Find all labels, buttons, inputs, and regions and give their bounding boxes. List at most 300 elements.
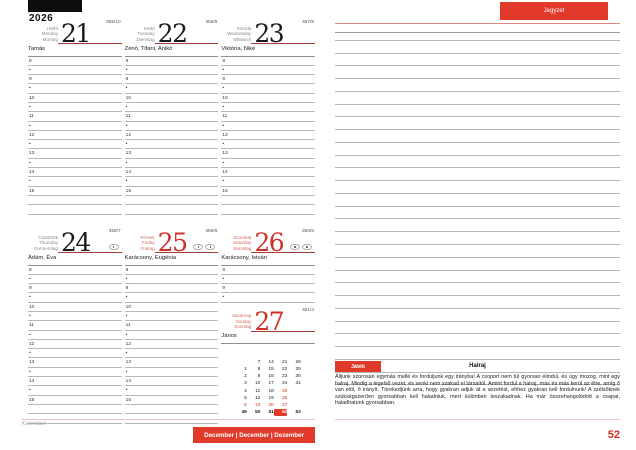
hour-label: • xyxy=(29,104,31,110)
hour-line xyxy=(28,75,122,84)
mini-calendar-day xyxy=(233,359,247,366)
hour-line xyxy=(221,168,315,177)
day-name-trilingual: Szombat Saturday Samstag xyxy=(232,234,252,251)
hour-label: 8 xyxy=(29,58,32,64)
notes-tab: Jegyzet xyxy=(500,2,608,20)
hour-line xyxy=(28,84,122,93)
hour-label: • xyxy=(29,332,31,338)
hour-line xyxy=(28,66,122,75)
day-name-trilingual: Szerda Wednesday Mittwoch xyxy=(227,25,252,42)
hour-grid xyxy=(221,57,315,215)
ruled-line xyxy=(335,143,620,156)
day-of-year-count: 355/10 xyxy=(106,20,121,25)
day-name-trilingual: Péntek Friday Freitag xyxy=(140,234,155,251)
week-row-bottom xyxy=(28,226,315,424)
day-header xyxy=(221,17,315,48)
hour-line xyxy=(28,303,122,312)
game-label-badge: Játék xyxy=(335,361,381,372)
mini-calendar-day: 14 xyxy=(268,360,274,366)
ruled-line xyxy=(335,309,620,322)
ruled-line xyxy=(335,207,620,220)
hour-label: 9 xyxy=(29,286,32,292)
hour-label: • xyxy=(125,332,128,338)
day-number: 26 xyxy=(254,228,284,257)
mini-calendar-row xyxy=(233,388,315,395)
sunday-block xyxy=(221,305,315,345)
nameday-label: János xyxy=(221,332,315,345)
ruled-line xyxy=(335,54,620,67)
hour-label: • xyxy=(29,86,31,92)
hour-line xyxy=(221,112,315,121)
hour-label: 10 xyxy=(125,304,132,310)
hour-line xyxy=(28,284,122,293)
month-banner: December | December | Dezember xyxy=(193,427,315,443)
hour-label: 8 xyxy=(222,58,226,64)
hour-label: 9 xyxy=(29,77,32,83)
hour-line xyxy=(28,368,122,377)
hour-line xyxy=(125,349,219,358)
hour-line xyxy=(125,275,219,284)
day-of-year-count: 358/7 xyxy=(108,229,121,234)
hour-label: 15 xyxy=(125,397,132,403)
game-title: Halraj xyxy=(469,363,486,369)
hour-label: 12 xyxy=(125,341,132,347)
hour-line xyxy=(28,103,122,112)
hour-label: 14 xyxy=(222,170,228,176)
mini-calendar-day: 19 xyxy=(268,395,274,401)
holiday-icons xyxy=(290,244,312,251)
day-column-tuesday xyxy=(125,17,219,215)
day-number: 24 xyxy=(61,228,90,257)
mini-calendar-day: 4 xyxy=(244,388,247,394)
footer-divider xyxy=(335,419,620,420)
holiday-icon xyxy=(193,244,203,251)
mini-calendar-day: 1 xyxy=(244,367,247,373)
hour-line xyxy=(125,321,219,330)
hour-label: 8 xyxy=(29,267,32,273)
hour-line xyxy=(221,284,315,293)
hour-line xyxy=(28,405,122,414)
hour-label: 13 xyxy=(125,360,132,366)
hour-line xyxy=(125,159,219,168)
day-number: 27 xyxy=(254,306,284,336)
mini-calendar-day: 2 xyxy=(244,374,247,380)
mini-calendar-day: 20 xyxy=(268,402,274,408)
mini-calendar-row xyxy=(233,359,315,366)
hour-line xyxy=(125,303,219,312)
hour-label: 15 xyxy=(222,188,228,194)
holiday-icon xyxy=(109,244,119,251)
mini-calendar-day: 28 xyxy=(295,360,301,366)
hour-line xyxy=(221,149,315,158)
hour-line xyxy=(125,66,219,75)
ruled-line xyxy=(335,271,620,284)
hour-grid xyxy=(125,266,219,424)
nameday-label: Ádám, Éva xyxy=(28,253,122,266)
hour-line xyxy=(28,140,122,149)
hour-grid xyxy=(28,57,122,215)
mini-calendar-day: 6 xyxy=(244,402,247,408)
ruled-line xyxy=(335,258,620,271)
hour-line xyxy=(28,94,122,103)
day-column-friday xyxy=(125,226,219,424)
hour-label: 9 xyxy=(222,77,226,83)
hour-line xyxy=(125,331,219,340)
hour-label: 12 xyxy=(29,341,35,347)
hour-line xyxy=(125,131,219,140)
hour-label: • xyxy=(29,179,31,185)
hour-line xyxy=(125,396,219,405)
hour-line xyxy=(221,293,315,302)
hour-line xyxy=(125,187,219,196)
hour-line xyxy=(125,312,219,321)
hour-line xyxy=(221,140,315,149)
notes-top-red-line xyxy=(335,23,620,24)
day-header xyxy=(125,226,219,257)
mini-calendar-day: 31 xyxy=(295,381,301,387)
hour-line xyxy=(28,266,122,275)
day-header xyxy=(221,226,315,257)
mini-calendar-day: 29 xyxy=(295,367,301,373)
holiday-icons xyxy=(193,244,215,251)
mini-calendar-day: 30 xyxy=(295,374,301,380)
hour-line xyxy=(125,75,219,84)
holiday-icon xyxy=(205,244,215,251)
hour-line xyxy=(28,196,122,205)
hour-label: 15 xyxy=(125,188,132,194)
hour-line xyxy=(28,312,122,321)
hour-line xyxy=(125,84,219,93)
hour-label: • xyxy=(222,276,225,282)
notes-page xyxy=(335,0,620,450)
hour-label: • xyxy=(29,276,31,282)
hour-label: 8 xyxy=(125,58,129,64)
day-of-year-count: 357/8 xyxy=(302,20,315,25)
hour-line xyxy=(221,266,315,275)
hour-line xyxy=(125,122,219,131)
mini-calendar-day: 16 xyxy=(268,374,274,380)
hour-label: 10 xyxy=(222,95,228,101)
hour-line xyxy=(221,187,315,196)
day-header xyxy=(221,305,315,336)
hour-label: 15 xyxy=(29,188,35,194)
hour-line xyxy=(221,205,315,214)
left-diary-page xyxy=(22,0,315,450)
week-row-top xyxy=(28,17,315,215)
ruled-line xyxy=(335,334,620,347)
header-underline xyxy=(155,252,219,253)
hour-line xyxy=(125,368,219,377)
ruled-line xyxy=(335,245,620,258)
nameday-label: Zénó, Tifani, Anikó xyxy=(125,44,219,57)
hour-label: 10 xyxy=(125,95,132,101)
mini-calendar-day: 11 xyxy=(255,388,261,394)
brand-logo: Kalendart xyxy=(22,421,47,427)
hour-label: 13 xyxy=(222,151,228,157)
hour-line xyxy=(28,396,122,405)
hour-line xyxy=(28,331,122,340)
hour-label: 11 xyxy=(222,114,228,120)
hour-line xyxy=(28,187,122,196)
day-header xyxy=(28,17,122,48)
day-column-sunday xyxy=(221,305,315,345)
ruled-line xyxy=(335,105,620,118)
week-number: 52 xyxy=(274,409,288,416)
nameday-label: Viktória, Niké xyxy=(221,44,315,57)
nameday-label: Tamás xyxy=(28,44,122,57)
mini-calendar-day: 27 xyxy=(282,402,288,408)
hour-label: • xyxy=(29,295,31,301)
hour-label: 8 xyxy=(125,267,129,273)
hour-label: 8 xyxy=(222,267,226,273)
hour-line xyxy=(28,112,122,121)
ruled-line xyxy=(335,92,620,105)
hour-line xyxy=(221,66,315,75)
hour-label: • xyxy=(222,104,225,110)
hour-line xyxy=(28,386,122,395)
header-underline xyxy=(58,252,122,253)
hour-label: 14 xyxy=(29,379,35,385)
hour-label: 15 xyxy=(29,397,35,403)
hour-label: • xyxy=(125,388,128,394)
day-of-year-count: 360/5 xyxy=(302,229,315,234)
hour-label: • xyxy=(222,67,225,73)
hour-label: • xyxy=(125,142,128,148)
header-underline xyxy=(58,43,122,44)
hour-line xyxy=(28,358,122,367)
hour-line xyxy=(28,340,122,349)
hour-line xyxy=(221,177,315,186)
hour-line xyxy=(125,205,219,214)
hour-line xyxy=(125,168,219,177)
week-number: 50 xyxy=(255,409,261,415)
ruled-line xyxy=(335,156,620,169)
year-label: 2026 xyxy=(29,13,54,24)
hour-label: • xyxy=(125,104,128,110)
ruled-line xyxy=(335,79,620,92)
day-name-trilingual: Vasárnap Sunday Sonntag xyxy=(232,313,252,330)
page-number: 52 xyxy=(607,429,620,441)
ruled-line xyxy=(335,322,620,335)
hour-label: 12 xyxy=(125,132,132,138)
hour-line xyxy=(221,84,315,93)
hour-line xyxy=(28,275,122,284)
hour-label: • xyxy=(125,67,128,73)
mini-calendar-day: 8 xyxy=(257,367,261,373)
ruled-line xyxy=(335,181,620,194)
mini-calendar-day: 10 xyxy=(255,381,261,387)
day-name-trilingual: Kedd Tuesday Dienstag xyxy=(136,25,155,42)
nameday-label: Karácsony, István xyxy=(221,253,315,266)
hour-line xyxy=(221,131,315,140)
ruled-line xyxy=(335,41,620,54)
hour-line xyxy=(28,159,122,168)
hour-grid xyxy=(28,266,122,424)
hour-line xyxy=(221,57,315,66)
hour-line xyxy=(221,275,315,284)
day-of-year-count: 361/4 xyxy=(302,307,315,313)
week-number-row xyxy=(233,409,315,416)
hour-label: • xyxy=(29,388,31,394)
day-name-trilingual: Csütörtök Thursday Donnerstag xyxy=(34,234,58,251)
day-of-year-count: 359/6 xyxy=(205,229,218,234)
hour-label: 11 xyxy=(29,114,34,120)
hour-line xyxy=(125,103,219,112)
header-underline xyxy=(251,43,315,44)
hour-line xyxy=(221,159,315,168)
hour-line xyxy=(28,177,122,186)
hour-label: • xyxy=(125,295,128,301)
hour-label: 11 xyxy=(29,323,34,329)
mini-calendar-row xyxy=(233,402,315,409)
day-number: 25 xyxy=(157,228,187,257)
hour-label: 14 xyxy=(125,170,132,176)
hour-label: 12 xyxy=(222,132,228,138)
mini-calendar-row xyxy=(233,366,315,373)
hour-label: 13 xyxy=(29,360,35,366)
hour-label: • xyxy=(29,160,31,166)
hour-line xyxy=(221,103,315,112)
holiday-icons xyxy=(109,244,119,251)
corner-tab xyxy=(28,0,82,12)
ruled-line xyxy=(335,168,620,181)
game-description: Álljunk szorosan egymás mellé és forduljunk egy irányba! A csoport nem túl gyorsan elindul, és úgy mozog, mint egy halraj. Mindig a legelső vezet, és senki nem szakad el társaitól. Amint fordul a halraj, más és más kerül az élre, amíg ő van elöl, ő irányít. Törekedjünk arra, hogy gyakran adjuk át a vezetést, ehhez gyakran kell fordulnunk! A szélsőknek szükségszerűen gyorsabban kell haladniuk, mert különben leszakadnak. Ha már összehangolódott a csapat, haladhatunk gyorsabban. xyxy=(335,374,620,406)
hour-line xyxy=(28,321,122,330)
hour-line xyxy=(221,94,315,103)
hour-label: • xyxy=(222,142,225,148)
mini-calendar-day: 3 xyxy=(244,381,247,387)
header-underline xyxy=(251,331,315,332)
hour-label: 13 xyxy=(29,151,35,157)
day-header xyxy=(28,226,122,257)
hour-label: 13 xyxy=(125,151,132,157)
game-section xyxy=(335,361,620,406)
hour-line xyxy=(125,405,219,414)
hour-label: • xyxy=(222,179,225,185)
hour-label: • xyxy=(222,86,225,92)
day-column-saturday xyxy=(221,226,315,303)
hour-label: • xyxy=(222,295,225,301)
hour-label: 11 xyxy=(125,323,131,329)
mini-calendar-day: 12 xyxy=(255,395,261,401)
hour-line xyxy=(221,122,315,131)
hour-line xyxy=(221,75,315,84)
hour-label: 14 xyxy=(125,379,132,385)
mini-calendar-day: 25 xyxy=(282,388,288,394)
day-number: 21 xyxy=(61,19,90,48)
ruled-line xyxy=(335,66,620,79)
day-of-year-count: 356/9 xyxy=(205,20,218,25)
week-number: 51 xyxy=(268,409,274,415)
mini-calendar-day: 9 xyxy=(257,374,261,380)
header-underline xyxy=(251,252,315,253)
hour-line xyxy=(28,349,122,358)
hour-label: • xyxy=(29,369,31,375)
hour-label: • xyxy=(29,313,31,319)
hour-line xyxy=(28,377,122,386)
ruled-line xyxy=(335,232,620,245)
day-name-trilingual: Hétfő Monday Montag xyxy=(41,25,58,42)
mini-calendar-day: 18 xyxy=(268,388,274,394)
hour-label: 10 xyxy=(29,95,35,101)
day-header xyxy=(125,17,219,48)
hour-line xyxy=(125,266,219,275)
week-number: 49 xyxy=(241,409,247,415)
mini-calendar-day: 24 xyxy=(282,381,288,387)
mini-calendar-day xyxy=(287,395,301,402)
hour-line xyxy=(28,57,122,66)
hour-line xyxy=(125,140,219,149)
hour-label: 9 xyxy=(125,286,129,292)
hour-label: • xyxy=(29,351,31,357)
hour-line xyxy=(28,122,122,131)
mini-calendar-day: 22 xyxy=(282,367,288,373)
mini-calendar xyxy=(221,359,315,416)
hour-label: • xyxy=(125,351,128,357)
hour-label: • xyxy=(125,123,128,129)
mini-calendar-day xyxy=(287,402,301,409)
hour-label: • xyxy=(222,160,225,166)
hour-line xyxy=(28,149,122,158)
notes-ruled-area xyxy=(335,28,620,385)
ruled-line xyxy=(335,130,620,143)
hour-label: • xyxy=(29,123,31,129)
hour-label: • xyxy=(222,123,225,129)
footer-divider xyxy=(22,419,315,420)
ruled-line xyxy=(335,194,620,207)
hour-line xyxy=(125,340,219,349)
holiday-icon xyxy=(302,244,312,251)
ruled-line xyxy=(335,219,620,232)
hour-label: • xyxy=(125,313,128,319)
hour-line xyxy=(28,168,122,177)
hour-label: • xyxy=(125,86,128,92)
hour-label: 14 xyxy=(29,170,35,176)
hour-line xyxy=(28,205,122,214)
hour-line xyxy=(221,196,315,205)
mini-calendar-row xyxy=(233,373,315,380)
day-column-thursday xyxy=(28,226,122,424)
ruled-line xyxy=(335,283,620,296)
hour-grid xyxy=(125,57,219,215)
hour-line xyxy=(125,57,219,66)
hour-label: • xyxy=(29,67,31,73)
hour-label: • xyxy=(125,369,128,375)
mini-calendar-day: 15 xyxy=(268,367,274,373)
ruled-line xyxy=(335,117,620,130)
hour-line xyxy=(125,386,219,395)
hour-line xyxy=(125,284,219,293)
hour-label: 12 xyxy=(29,132,35,138)
hour-line xyxy=(125,94,219,103)
hour-line xyxy=(125,293,219,302)
mini-calendar-day: 13 xyxy=(255,402,261,408)
day-number: 22 xyxy=(157,19,187,48)
mini-calendar-day: 17 xyxy=(268,381,274,387)
hour-line xyxy=(125,149,219,158)
mini-calendar-row xyxy=(233,395,315,402)
hour-line xyxy=(125,177,219,186)
mini-calendar-day: 7 xyxy=(257,360,261,366)
mini-calendar-day: 21 xyxy=(282,360,288,366)
hour-label: • xyxy=(29,142,31,148)
hour-line xyxy=(28,131,122,140)
hour-label: • xyxy=(125,179,128,185)
hour-line xyxy=(28,293,122,302)
week-number: 53 xyxy=(295,409,301,415)
hour-line xyxy=(125,377,219,386)
ruled-line xyxy=(335,347,620,360)
